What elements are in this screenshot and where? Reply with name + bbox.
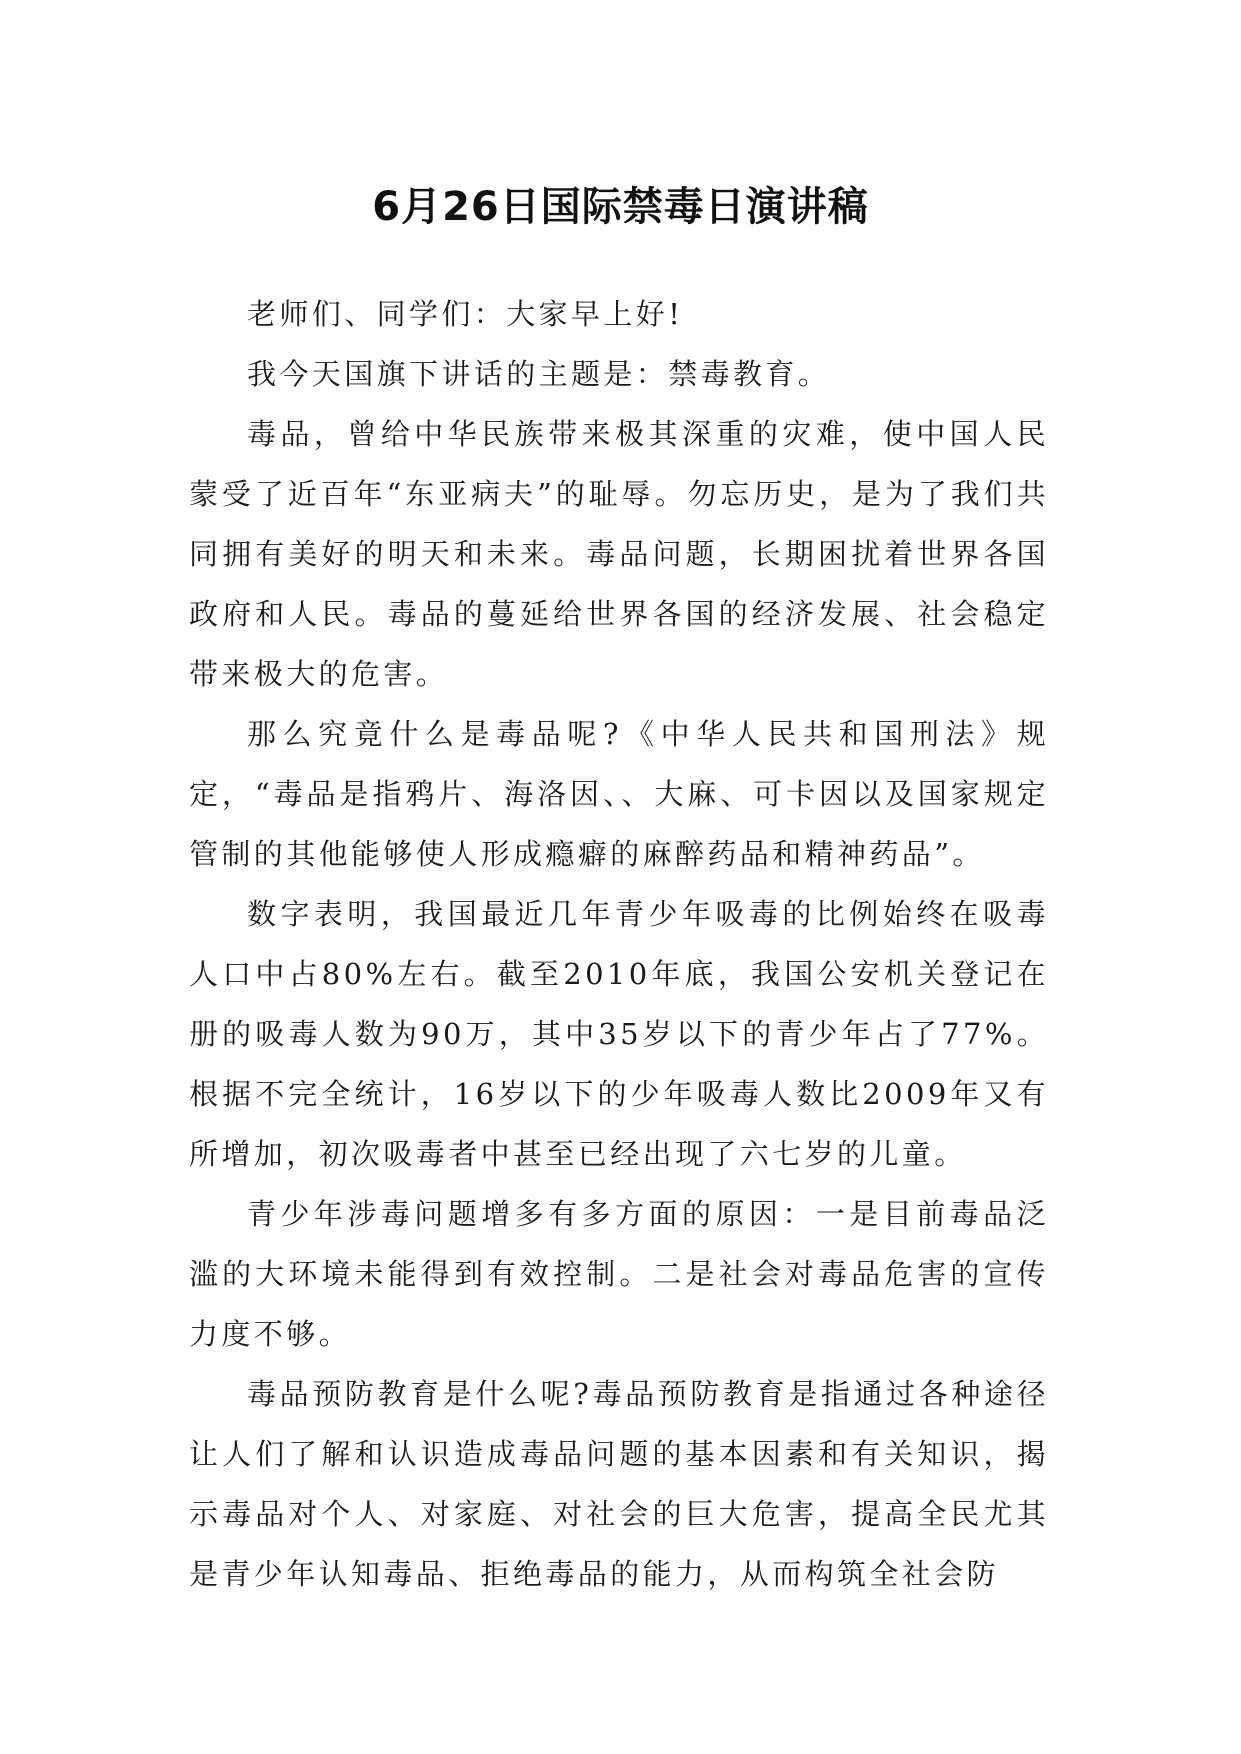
document-body	[189, 284, 1049, 1604]
paragraph-definition: 那么究竟什么是毒品呢?《中华人民共和国刑法》规定，“毒品是指鸦片、海洛因、、大麻、可卡因以及国家规定管制的其他能够使人形成瘾癖的麻醉药品和精神药品”。	[189, 717, 1049, 871]
page-title: 6月26日国际禁毒日演讲稿	[372, 183, 869, 230]
paragraph-causes: 青少年涉毒问题增多有多方面的原因：一是目前毒品泛滥的大环境未能得到有效控制。二是社会对毒品危害的宣传力度不够。	[189, 1197, 1049, 1351]
paragraph-history: 毒品，曾给中华民族带来极其深重的灾难，使中国人民蒙受了近百年“东亚病夫”的耻辱。勿忘历史，是为了我们共同拥有美好的明天和未来。毒品问题，长期困扰着世界各国政府和人民。毒品的蔓延给世界各国的经济发展、社会稳定带来极大的危害。	[189, 417, 1049, 691]
paragraph-greeting: 老师们、同学们：大家早上好!	[247, 297, 684, 331]
paragraph-prevention: 毒品预防教育是什么呢?毒品预防教育是指通过各种途径让人们了解和认识造成毒品问题的基本因素和有关知识，揭示毒品对个人、对家庭、对社会的巨大危害，提高全民尤其是青少年认知毒品、拒绝毒品的能力，从而构筑全社会防	[189, 1377, 1049, 1591]
paragraph-statistics: 数字表明，我国最近几年青少年吸毒的比例始终在吸毒人口中占80%左右。截至2010年底，我国公安机关登记在册的吸毒人数为90万，其中35岁以下的青少年占了77%。根据不完全统计，16岁以下的少年吸毒人数比2009年又有所增加，初次吸毒者中甚至已经出现了六七岁的儿童。	[189, 897, 1049, 1171]
paragraph-topic: 我今天国旗下讲话的主题是：禁毒教育。	[247, 357, 831, 391]
